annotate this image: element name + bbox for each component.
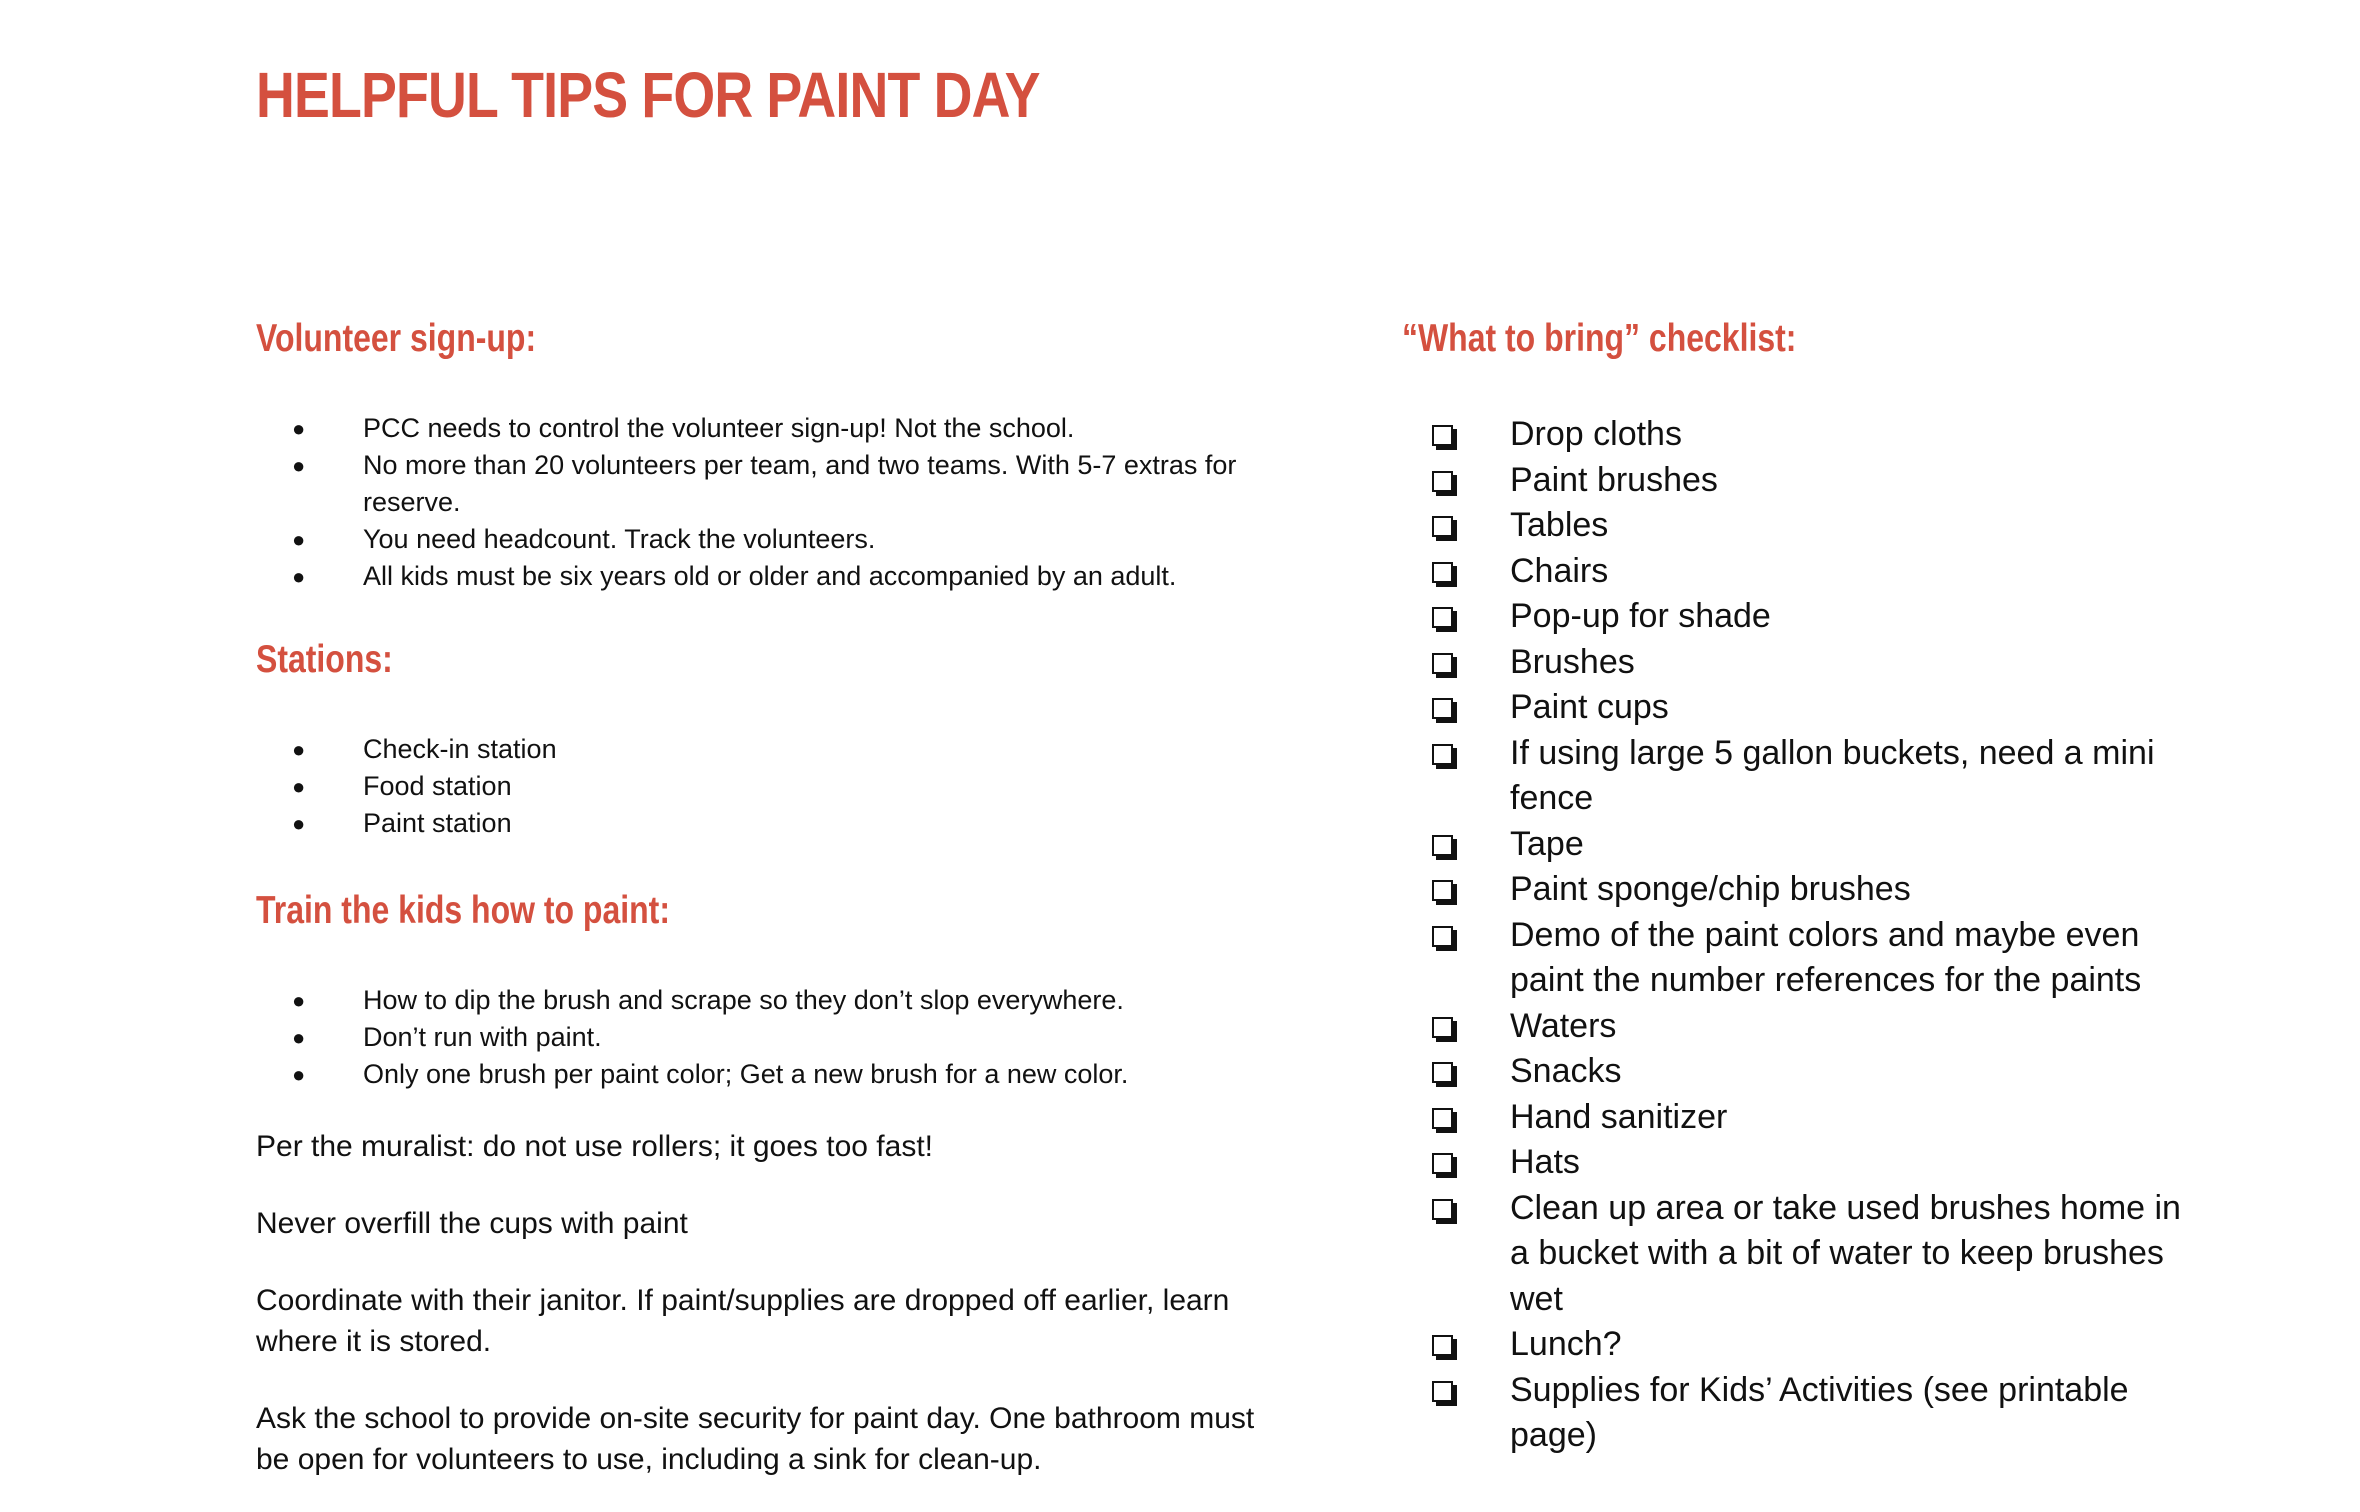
volunteer-heading: Volunteer sign-up: (256, 317, 537, 360)
checkbox-icon (1432, 698, 1453, 719)
bullet-icon: ● (292, 453, 306, 478)
checkbox-icon (1432, 835, 1453, 856)
checkbox-icon (1432, 1153, 1453, 1174)
train-heading: Train the kids how to paint: (256, 889, 670, 932)
checkbox-icon (1432, 607, 1453, 628)
page-title: HELPFUL TIPS FOR PAINT DAY (256, 59, 1040, 131)
checklist-item: Paint sponge/chip brushes (1402, 867, 2182, 913)
checklist-item: Brushes (1402, 640, 2182, 686)
checkbox-icon (1432, 880, 1453, 901)
note-janitor: Coordinate with their janitor. If paint/supplies are dropped off earlier, learn where it is stored. (256, 1284, 1230, 1358)
bullet-icon: ● (292, 737, 306, 762)
bullet-icon: ● (292, 564, 306, 589)
checkbox-icon (1432, 1062, 1453, 1083)
checkbox-icon (1432, 653, 1453, 674)
bullet-icon: ● (292, 774, 306, 799)
list-item: ● Don’t run with paint. (256, 1019, 1243, 1056)
stations-list (256, 731, 1256, 842)
checklist-item: Tape (1402, 822, 2182, 868)
checkbox-icon (1432, 1381, 1453, 1402)
checkbox-icon (1432, 1017, 1453, 1038)
checklist-item: Paint cups (1402, 685, 2182, 731)
checklist-item: Hats (1402, 1140, 2182, 1186)
checklist (1402, 412, 2182, 1459)
checkbox-icon (1432, 1199, 1453, 1220)
checkbox-icon (1432, 1335, 1453, 1356)
checkbox-icon (1432, 1108, 1453, 1129)
bullet-icon: ● (292, 527, 306, 552)
checklist-item: Waters (1402, 1004, 2182, 1050)
checkbox-icon (1432, 926, 1453, 947)
train-list (256, 982, 1256, 1093)
bullet-icon: ● (292, 1062, 306, 1087)
checklist-item: If using large 5 gallon buckets, need a mini fence (1402, 731, 2182, 822)
note-security: Ask the school to provide on-site security for paint day. One bathroom must be open for volunteers to use, including a sink for clean-up. (256, 1402, 1255, 1476)
list-item: ● No more than 20 volunteers per team, and two teams. With 5-7 extras for reserve. (256, 447, 1243, 521)
volunteer-list (256, 410, 1256, 595)
left-column (256, 308, 1256, 1480)
note-overfill: Never overfill the cups with paint (256, 1207, 688, 1240)
right-column (1402, 308, 2182, 1459)
list-item: ● Food station (256, 768, 1243, 805)
list-item: ● How to dip the brush and scrape so they don’t slop everywhere. (256, 982, 1243, 1019)
checklist-item: Paint brushes (1402, 458, 2182, 504)
bullet-icon: ● (292, 1025, 306, 1050)
list-item: ● All kids must be six years old or older and accompanied by an adult. (256, 558, 1243, 595)
checklist-item: Clean up area or take used brushes home in a bucket with a bit of water to keep brushes wet (1402, 1186, 2182, 1323)
bullet-icon: ● (292, 811, 306, 836)
checklist-item: Pop-up for shade (1402, 594, 2182, 640)
list-item: ● PCC needs to control the volunteer sign-up! Not the school. (256, 410, 1243, 447)
list-item: ● Paint station (256, 805, 1243, 842)
checkbox-icon (1432, 516, 1453, 537)
checkbox-icon (1432, 562, 1453, 583)
checklist-item: Demo of the paint colors and maybe even paint the number references for the paints (1402, 913, 2182, 1004)
checklist-item: Tables (1402, 503, 2182, 549)
checklist-item: Drop cloths (1402, 412, 2182, 458)
bullet-icon: ● (292, 988, 306, 1013)
checklist-heading: “What to bring” checklist: (1402, 317, 1797, 360)
stations-heading: Stations: (256, 638, 393, 681)
list-item: ● You need headcount. Track the volunteers. (256, 521, 1243, 558)
list-item: ● Check-in station (256, 731, 1243, 768)
checklist-item: Hand sanitizer (1402, 1095, 2182, 1141)
bullet-icon: ● (292, 416, 306, 441)
checklist-item: Chairs (1402, 549, 2182, 595)
checkbox-icon (1432, 744, 1453, 765)
checklist-item: Snacks (1402, 1049, 2182, 1095)
checkbox-icon (1432, 425, 1453, 446)
checklist-item: Lunch? (1402, 1322, 2182, 1368)
checkbox-icon (1432, 471, 1453, 492)
checklist-item: Supplies for Kids’ Activities (see printable page) (1402, 1368, 2182, 1459)
note-rollers: Per the muralist: do not use rollers; it goes too fast! (256, 1130, 933, 1163)
list-item: ● Only one brush per paint color; Get a new brush for a new color. (256, 1056, 1243, 1093)
